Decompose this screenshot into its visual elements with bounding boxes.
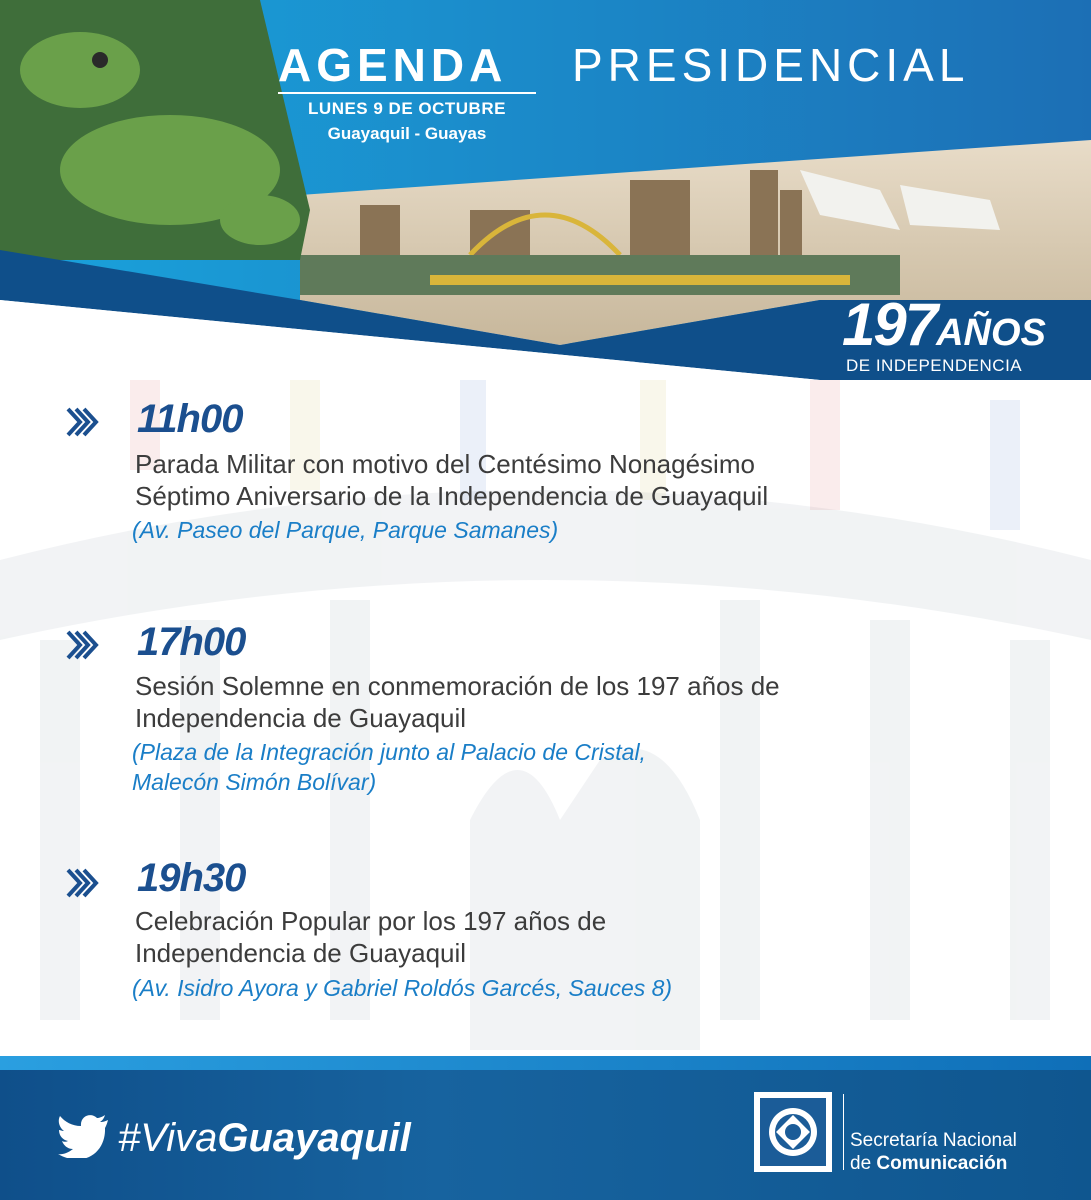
presidencial-title: PRESIDENCIAL bbox=[572, 39, 970, 91]
org-name-line2 bbox=[850, 1153, 1007, 1175]
org-name-prefix: de bbox=[850, 1153, 877, 1174]
event-location: Malecón Simón Bolívar) bbox=[132, 769, 377, 795]
logo-divider bbox=[843, 1094, 844, 1170]
event-description-line: Independencia de Guayaquil bbox=[135, 938, 467, 968]
org-name-bold: Comunicación bbox=[876, 1153, 1008, 1174]
event-location: (Av. Isidro Ayora y Gabriel Roldós Garcés, Sauces 8) bbox=[132, 975, 673, 1001]
agenda-date: LUNES 9 DE OCTUBRE bbox=[308, 99, 506, 118]
hashtag-bold: Guayaquil bbox=[217, 1116, 411, 1160]
twitter-bird-icon bbox=[58, 1114, 110, 1158]
years-number: 197 bbox=[842, 291, 937, 358]
event-location: (Plaza de la Integración junto al Palacio de Cristal, bbox=[132, 739, 646, 765]
chevron-arrow-icon bbox=[66, 407, 102, 437]
hashtag[interactable] bbox=[118, 1116, 411, 1161]
title-rule bbox=[278, 92, 536, 94]
event-description-line: Celebración Popular por los 197 años de bbox=[135, 906, 607, 936]
agenda-city: Guayaquil - Guayas bbox=[327, 124, 487, 143]
event-time: 17h00 bbox=[137, 620, 246, 664]
event-time: 19h30 bbox=[137, 856, 246, 900]
anniversary-badge bbox=[842, 290, 1067, 359]
event-description-line: Parada Militar con motivo del Centésimo Nonagésimo bbox=[135, 449, 755, 479]
secom-logo-icon bbox=[754, 1092, 832, 1172]
chevron-arrow-icon bbox=[66, 630, 102, 660]
org-name-line1: Secretaría Nacional bbox=[850, 1130, 1017, 1151]
hashtag-prefix: #Viva bbox=[118, 1116, 218, 1160]
event-time: 11h00 bbox=[137, 397, 243, 441]
years-subtitle: DE INDEPENDENCIA bbox=[846, 356, 1023, 375]
event-description-line: Sesión Solemne en conmemoración de los 197 años de bbox=[135, 671, 780, 701]
chevron-arrow-icon bbox=[66, 868, 102, 898]
agenda-title: AGENDA bbox=[278, 39, 508, 91]
event-location: (Av. Paseo del Parque, Parque Samanes) bbox=[132, 517, 559, 543]
event-description-line: Independencia de Guayaquil bbox=[135, 703, 467, 733]
footer-stripe bbox=[0, 1056, 1091, 1070]
years-word: AÑOS bbox=[936, 312, 1046, 354]
event-description-line: Séptimo Aniversario de la Independencia de Guayaquil bbox=[135, 481, 769, 511]
